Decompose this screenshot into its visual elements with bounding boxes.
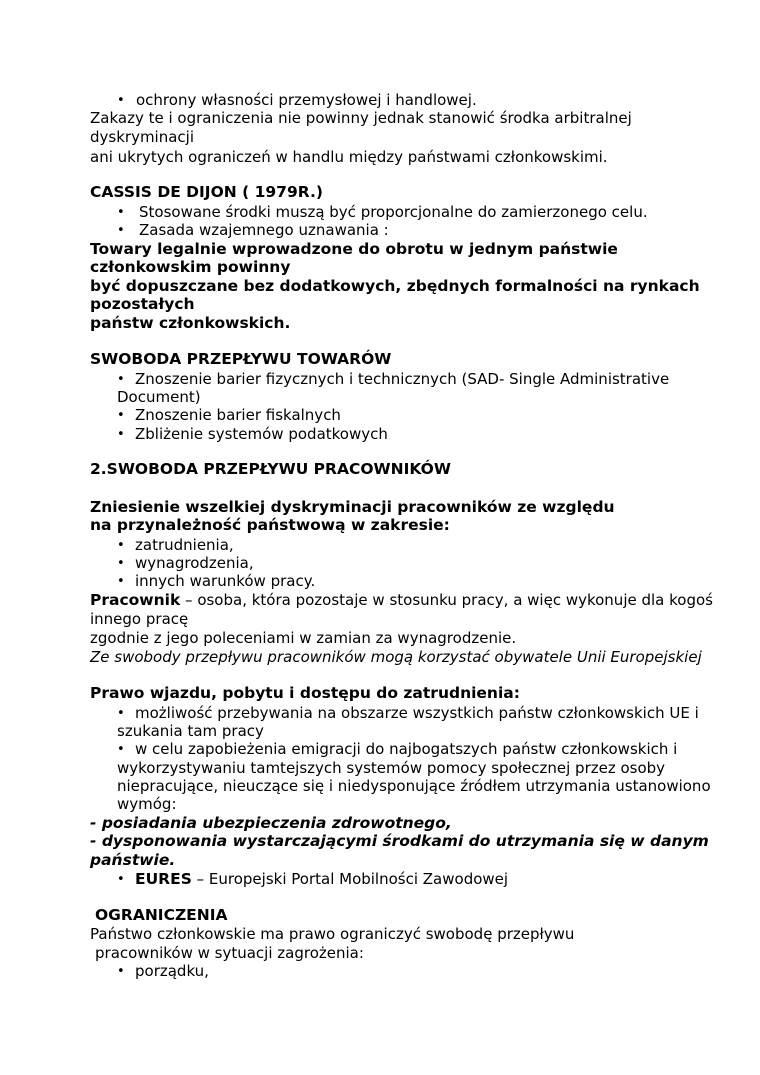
bullet-marker: • — [117, 408, 125, 423]
bullet-marker: • — [117, 742, 125, 757]
bullet-marker: • — [117, 538, 125, 553]
text-line: wymóg: — [117, 795, 177, 813]
text-line: Document) — [117, 388, 201, 406]
term-eures: EURES — [135, 870, 192, 888]
italic-line: Ze swobody przepływu pracowników mogą korzystać obywatele Unii Europejskiej — [90, 648, 702, 666]
bullet-marker: • — [117, 223, 125, 238]
text-line: Znoszenie barier fizycznych i technicznych (SAD- Single Administrative — [135, 370, 670, 388]
bold-line: Towary legalnie wprowadzone do obrotu w jednym państwie — [90, 240, 618, 258]
text-line: ani ukrytych ograniczeń w handlu między państwami członkowskimi. — [90, 148, 608, 166]
text-line: możliwość przebywania na obszarze wszystkich państw członkowskich UE i — [135, 704, 699, 722]
text-line: dyskryminacji — [90, 128, 195, 146]
term-pracownik: Pracownik — [90, 591, 181, 609]
bullet-marker: • — [117, 872, 125, 887]
bold-italic-line: - dysponowania wystarczającymi środkami do utrzymania się w danym — [90, 832, 709, 850]
bold-line: na przynależność państwową w zakresie: — [90, 516, 450, 534]
text-line: Znoszenie barier fiskalnych — [135, 406, 341, 424]
bold-line: pozostałych — [90, 295, 195, 313]
bullet-marker: • — [117, 205, 125, 220]
text-line: niepracujące, nieuczące się i niedysponujące źródłem utrzymania ustanowiono — [117, 777, 711, 795]
section-heading-ograniczenia: OGRANICZENIA — [95, 906, 228, 924]
text-line: Zasada wzajemnego uznawania : — [139, 221, 389, 239]
definition-line — [90, 591, 713, 609]
text-line: wykorzystywaniu tamtejszych systemów pomocy społecznej przez osoby — [117, 759, 666, 777]
bullet-marker: • — [117, 93, 125, 108]
section-heading-towary: SWOBODA PRZEPŁYWU TOWARÓW — [90, 350, 392, 368]
text-line: pracowników w sytuacji zagrożenia: — [95, 944, 364, 962]
bold-line: Prawo wjazdu, pobytu i dostępu do zatrudnienia: — [90, 684, 520, 702]
text-line: Zbliżenie systemów podatkowych — [135, 425, 388, 443]
text-line: innych warunków pracy. — [135, 572, 316, 590]
text-line: Stosowane środki muszą być proporcjonalne do zamierzonego celu. — [139, 203, 648, 221]
text-line: Państwo członkowskie ma prawo ograniczyć swobodę przepływu — [90, 925, 575, 943]
bullet-marker: • — [117, 574, 125, 589]
text-line: ochrony własności przemysłowej i handlowej. — [136, 91, 477, 109]
text-line: innego pracę — [90, 610, 189, 628]
text-line: Zakazy te i ograniczenia nie powinny jednak stanowić środka arbitralnej — [90, 109, 632, 127]
section-heading-pracownicy: 2.SWOBODA PRZEPŁYWU PRACOWNIKÓW — [90, 460, 451, 478]
bullet-marker: • — [117, 556, 125, 571]
text-line: zgodnie z jego poleceniami w zamian za wynagrodzenie. — [90, 629, 517, 647]
bullet-marker: • — [117, 964, 125, 979]
text-line: w celu zapobieżenia emigracji do najbogatszych państw członkowskich i — [135, 740, 678, 758]
bold-italic-line: państwie. — [90, 851, 176, 869]
bullet-marker: • — [117, 427, 125, 442]
text-line: wynagrodzenia, — [135, 554, 254, 572]
text-line: porządku, — [135, 962, 209, 980]
bold-line: być dopuszczane bez dodatkowych, zbędnych formalności na rynkach — [90, 277, 700, 295]
section-heading-cassis: CASSIS DE DIJON ( 1979R.) — [90, 183, 323, 201]
text-line: zatrudnienia, — [135, 536, 234, 554]
bold-line: państw członkowskich. — [90, 314, 291, 332]
bold-line: członkowskim powinny — [90, 258, 291, 276]
text-line: szukania tam pracy — [117, 722, 264, 740]
bullet-marker: • — [117, 706, 125, 721]
definition-text: – Europejski Portal Mobilności Zawodowej — [191, 870, 509, 888]
definition-line — [135, 870, 508, 888]
definition-text: – osoba, która pozostaje w stosunku pracy, a więc wykonuje dla kogoś — [180, 591, 713, 609]
bold-italic-line: - posiadania ubezpieczenia zdrowotnego, — [90, 814, 452, 832]
bullet-marker: • — [117, 372, 125, 387]
bold-line: Zniesienie wszelkiej dyskryminacji pracowników ze względu — [90, 498, 615, 516]
